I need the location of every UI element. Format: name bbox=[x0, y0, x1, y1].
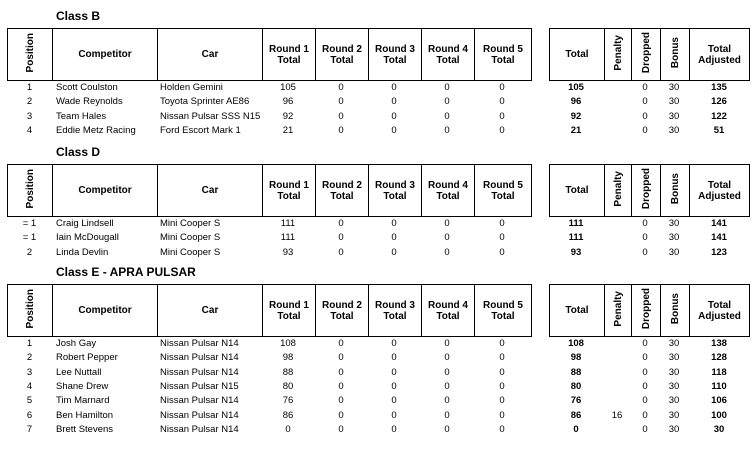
cell-car: Nissan Pulsar N14 bbox=[160, 423, 239, 435]
header-penalty: Penalty bbox=[605, 285, 632, 337]
cell-total-adjusted: 141 bbox=[711, 218, 727, 229]
table-row bbox=[0, 110, 756, 124]
cell-position: 2 bbox=[26, 352, 33, 364]
cell-dropped: 0 bbox=[642, 380, 648, 392]
header-total: Total bbox=[550, 165, 605, 217]
cell-round-3: 0 bbox=[391, 409, 397, 421]
class-title: Class D bbox=[56, 145, 101, 159]
cell-position: 6 bbox=[26, 409, 33, 421]
cell-competitor: Craig Lindsell bbox=[56, 218, 114, 229]
cell-competitor: Wade Reynolds bbox=[56, 96, 123, 108]
cell-competitor: Scott Coulston bbox=[56, 82, 118, 93]
cell-car: Mini Cooper S bbox=[160, 232, 221, 244]
cell-total: 80 bbox=[570, 380, 582, 392]
table-row bbox=[0, 366, 756, 380]
cell-competitor: Iain McDougall bbox=[56, 232, 119, 244]
cell-round-4: 0 bbox=[444, 395, 450, 407]
cell-total: 96 bbox=[570, 96, 582, 108]
cell-round-2: 0 bbox=[338, 338, 344, 349]
table-row bbox=[0, 351, 756, 365]
cell-round-1: 96 bbox=[282, 96, 294, 108]
cell-round-2: 0 bbox=[338, 246, 344, 258]
class-title: Class E - APRA PULSAR bbox=[56, 265, 196, 279]
cell-round-4: 0 bbox=[444, 110, 450, 122]
results-header bbox=[7, 284, 532, 337]
cell-car: Nissan Pulsar N14 bbox=[160, 338, 239, 349]
header-round-2: Round 2 Total bbox=[316, 165, 369, 217]
cell-round-2: 0 bbox=[338, 110, 344, 122]
cell-round-1: 111 bbox=[280, 218, 296, 229]
cell-round-5: 0 bbox=[499, 380, 505, 392]
header-position: Position bbox=[8, 165, 53, 217]
cell-total-adjusted: 141 bbox=[711, 232, 727, 244]
cell-round-4: 0 bbox=[444, 380, 450, 392]
cell-round-3: 0 bbox=[391, 82, 397, 93]
cell-round-4: 0 bbox=[444, 218, 450, 229]
table-row bbox=[0, 124, 756, 138]
cell-round-2: 0 bbox=[338, 218, 344, 229]
table-row bbox=[0, 337, 756, 351]
table-row bbox=[0, 423, 756, 437]
header-total: Total bbox=[550, 285, 605, 337]
cell-total-adjusted: 110 bbox=[711, 380, 727, 392]
cell-total: 111 bbox=[568, 218, 584, 229]
cell-dropped: 0 bbox=[642, 395, 648, 407]
results-header bbox=[7, 164, 532, 217]
cell-total: 111 bbox=[568, 232, 584, 244]
cell-round-1: 21 bbox=[282, 124, 294, 136]
cell-round-1: 80 bbox=[282, 380, 294, 392]
cell-round-5: 0 bbox=[499, 395, 505, 407]
cell-round-3: 0 bbox=[391, 218, 397, 229]
header-dropped: Dropped bbox=[632, 29, 661, 81]
cell-dropped: 0 bbox=[642, 352, 648, 364]
cell-car: Mini Cooper S bbox=[160, 246, 221, 258]
table-row bbox=[0, 380, 756, 394]
header-bonus: Bonus bbox=[661, 29, 690, 81]
header-round-5: Round 5 Total bbox=[475, 285, 532, 337]
cell-round-1: 86 bbox=[282, 409, 294, 421]
header-round-1: Round 1 Total bbox=[263, 165, 316, 217]
cell-penalty: 16 bbox=[611, 409, 623, 421]
header-round-4: Round 4 Total bbox=[422, 285, 475, 337]
cell-position: 4 bbox=[26, 380, 33, 392]
cell-car: Toyota Sprinter AE86 bbox=[160, 96, 250, 108]
table-row bbox=[0, 409, 756, 423]
cell-dropped: 0 bbox=[642, 338, 648, 349]
header-competitor: Competitor bbox=[53, 165, 158, 217]
results-header bbox=[7, 28, 532, 81]
cell-total-adjusted: 128 bbox=[711, 352, 727, 364]
cell-position: 3 bbox=[26, 366, 33, 378]
cell-position: = 1 bbox=[22, 232, 37, 244]
cell-dropped: 0 bbox=[642, 409, 648, 421]
header-round-2: Round 2 Total bbox=[316, 285, 369, 337]
cell-dropped: 0 bbox=[642, 96, 648, 108]
cell-competitor: Shane Drew bbox=[56, 380, 109, 392]
cell-competitor: Tim Marnard bbox=[56, 395, 110, 407]
cell-round-5: 0 bbox=[499, 218, 505, 229]
cell-position: 1 bbox=[26, 82, 33, 93]
cell-total-adjusted: 138 bbox=[711, 338, 727, 349]
table-row bbox=[0, 231, 756, 245]
cell-total: 105 bbox=[568, 82, 584, 93]
cell-competitor: Lee Nuttall bbox=[56, 366, 102, 378]
cell-round-3: 0 bbox=[391, 232, 397, 244]
table-row bbox=[0, 394, 756, 408]
table-row bbox=[0, 81, 756, 95]
cell-round-2: 0 bbox=[338, 409, 344, 421]
cell-total-adjusted: 123 bbox=[711, 246, 727, 258]
cell-bonus: 30 bbox=[668, 232, 680, 244]
cell-round-3: 0 bbox=[391, 366, 397, 378]
cell-round-5: 0 bbox=[499, 423, 505, 435]
cell-round-5: 0 bbox=[499, 124, 505, 136]
cell-round-4: 0 bbox=[444, 338, 450, 349]
cell-round-5: 0 bbox=[499, 366, 505, 378]
cell-total: 86 bbox=[570, 409, 582, 421]
cell-total-adjusted: 118 bbox=[711, 366, 727, 378]
cell-bonus: 30 bbox=[668, 352, 680, 364]
header-round-4: Round 4 Total bbox=[422, 165, 475, 217]
totals-header bbox=[549, 284, 750, 337]
cell-round-2: 0 bbox=[338, 352, 344, 364]
totals-header bbox=[549, 28, 750, 81]
header-competitor: Competitor bbox=[53, 29, 158, 81]
cell-total: 88 bbox=[570, 366, 582, 378]
cell-bonus: 30 bbox=[668, 246, 680, 258]
cell-round-2: 0 bbox=[338, 380, 344, 392]
header-penalty: Penalty bbox=[605, 165, 632, 217]
cell-round-4: 0 bbox=[444, 124, 450, 136]
cell-dropped: 0 bbox=[642, 366, 648, 378]
cell-car: Nissan Pulsar N15 bbox=[160, 380, 239, 392]
header-total-adjusted: Total Adjusted bbox=[690, 165, 750, 217]
cell-round-5: 0 bbox=[499, 110, 505, 122]
cell-round-3: 0 bbox=[391, 338, 397, 349]
cell-competitor: Robert Pepper bbox=[56, 352, 118, 364]
table-row bbox=[0, 217, 756, 231]
header-car: Car bbox=[158, 165, 263, 217]
cell-round-1: 92 bbox=[282, 110, 294, 122]
cell-car: Nissan Pulsar SSS N15 bbox=[160, 110, 261, 122]
cell-round-3: 0 bbox=[391, 423, 397, 435]
header-position: Position bbox=[8, 285, 53, 337]
cell-round-5: 0 bbox=[499, 246, 505, 258]
cell-position: 4 bbox=[26, 124, 33, 136]
header-round-5: Round 5 Total bbox=[475, 165, 532, 217]
cell-total: 93 bbox=[570, 246, 582, 258]
cell-round-2: 0 bbox=[338, 96, 344, 108]
cell-bonus: 30 bbox=[668, 395, 680, 407]
header-total: Total bbox=[550, 29, 605, 81]
cell-bonus: 30 bbox=[668, 423, 680, 435]
cell-car: Mini Cooper S bbox=[160, 218, 221, 229]
cell-bonus: 30 bbox=[668, 82, 680, 93]
cell-total-adjusted: 100 bbox=[711, 409, 727, 421]
cell-round-4: 0 bbox=[444, 246, 450, 258]
cell-position: 5 bbox=[26, 395, 33, 407]
cell-dropped: 0 bbox=[642, 124, 648, 136]
header-position: Position bbox=[8, 29, 53, 81]
header-bonus: Bonus bbox=[661, 285, 690, 337]
header-round-2: Round 2 Total bbox=[316, 29, 369, 81]
cell-bonus: 30 bbox=[668, 124, 680, 136]
cell-round-3: 0 bbox=[391, 352, 397, 364]
cell-round-3: 0 bbox=[391, 246, 397, 258]
header-competitor: Competitor bbox=[53, 285, 158, 337]
cell-total-adjusted: 135 bbox=[711, 82, 727, 93]
cell-round-4: 0 bbox=[444, 232, 450, 244]
header-total-adjusted: Total Adjusted bbox=[690, 285, 750, 337]
header-round-3: Round 3 Total bbox=[369, 285, 422, 337]
cell-dropped: 0 bbox=[642, 246, 648, 258]
cell-round-4: 0 bbox=[444, 96, 450, 108]
header-round-1: Round 1 Total bbox=[263, 285, 316, 337]
cell-bonus: 30 bbox=[668, 409, 680, 421]
cell-round-3: 0 bbox=[391, 380, 397, 392]
cell-competitor: Eddie Metz Racing bbox=[56, 124, 136, 136]
cell-position: 2 bbox=[26, 246, 33, 258]
cell-competitor: Linda Devlin bbox=[56, 246, 109, 258]
header-dropped: Dropped bbox=[632, 165, 661, 217]
header-round-3: Round 3 Total bbox=[369, 165, 422, 217]
cell-round-3: 0 bbox=[391, 124, 397, 136]
cell-total: 76 bbox=[570, 395, 582, 407]
cell-dropped: 0 bbox=[642, 423, 648, 435]
cell-round-5: 0 bbox=[499, 96, 505, 108]
cell-car: Nissan Pulsar N14 bbox=[160, 352, 239, 364]
cell-round-5: 0 bbox=[499, 338, 505, 349]
cell-round-1: 105 bbox=[280, 82, 296, 93]
cell-round-4: 0 bbox=[444, 423, 450, 435]
cell-round-2: 0 bbox=[338, 423, 344, 435]
header-bonus: Bonus bbox=[661, 165, 690, 217]
cell-bonus: 30 bbox=[668, 96, 680, 108]
cell-car: Ford Escort Mark 1 bbox=[160, 124, 241, 136]
cell-competitor: Josh Gay bbox=[56, 338, 97, 349]
cell-round-5: 0 bbox=[499, 232, 505, 244]
cell-round-2: 0 bbox=[338, 366, 344, 378]
cell-total-adjusted: 51 bbox=[713, 124, 725, 136]
cell-round-5: 0 bbox=[499, 82, 505, 93]
totals-header bbox=[549, 164, 750, 217]
cell-total-adjusted: 126 bbox=[711, 96, 727, 108]
cell-position: = 1 bbox=[22, 218, 37, 229]
header-round-1: Round 1 Total bbox=[263, 29, 316, 81]
class-title: Class B bbox=[56, 9, 101, 23]
cell-bonus: 30 bbox=[668, 366, 680, 378]
table-row bbox=[0, 95, 756, 109]
cell-round-1: 108 bbox=[280, 338, 296, 349]
cell-round-1: 76 bbox=[282, 395, 294, 407]
cell-round-1: 0 bbox=[285, 423, 291, 435]
cell-round-3: 0 bbox=[391, 96, 397, 108]
cell-round-1: 111 bbox=[280, 232, 296, 244]
table-row bbox=[0, 246, 756, 260]
cell-round-2: 0 bbox=[338, 395, 344, 407]
header-total-adjusted: Total Adjusted bbox=[690, 29, 750, 81]
cell-round-2: 0 bbox=[338, 82, 344, 93]
cell-position: 7 bbox=[26, 423, 33, 435]
header-round-4: Round 4 Total bbox=[422, 29, 475, 81]
cell-bonus: 30 bbox=[668, 110, 680, 122]
cell-dropped: 0 bbox=[642, 218, 648, 229]
header-penalty: Penalty bbox=[605, 29, 632, 81]
cell-car: Nissan Pulsar N14 bbox=[160, 395, 239, 407]
cell-bonus: 30 bbox=[668, 380, 680, 392]
header-round-3: Round 3 Total bbox=[369, 29, 422, 81]
cell-total: 21 bbox=[570, 124, 582, 136]
cell-competitor: Team Hales bbox=[56, 110, 107, 122]
cell-round-5: 0 bbox=[499, 352, 505, 364]
header-round-5: Round 5 Total bbox=[475, 29, 532, 81]
cell-round-4: 0 bbox=[444, 409, 450, 421]
cell-round-1: 93 bbox=[282, 246, 294, 258]
header-car: Car bbox=[158, 29, 263, 81]
cell-dropped: 0 bbox=[642, 82, 648, 93]
cell-round-4: 0 bbox=[444, 352, 450, 364]
cell-total: 0 bbox=[573, 423, 579, 435]
cell-round-2: 0 bbox=[338, 124, 344, 136]
cell-position: 3 bbox=[26, 110, 33, 122]
header-car: Car bbox=[158, 285, 263, 337]
cell-competitor: Brett Stevens bbox=[56, 423, 114, 435]
cell-round-3: 0 bbox=[391, 395, 397, 407]
cell-round-2: 0 bbox=[338, 232, 344, 244]
cell-round-5: 0 bbox=[499, 409, 505, 421]
cell-position: 1 bbox=[26, 338, 33, 349]
cell-total: 98 bbox=[570, 352, 582, 364]
cell-bonus: 30 bbox=[668, 218, 680, 229]
cell-competitor: Ben Hamilton bbox=[56, 409, 114, 421]
cell-total: 108 bbox=[568, 338, 584, 349]
cell-round-1: 98 bbox=[282, 352, 294, 364]
cell-bonus: 30 bbox=[668, 338, 680, 349]
cell-car: Nissan Pulsar N14 bbox=[160, 366, 239, 378]
cell-total-adjusted: 122 bbox=[711, 110, 727, 122]
header-dropped: Dropped bbox=[632, 285, 661, 337]
cell-position: 2 bbox=[26, 96, 33, 108]
cell-round-1: 88 bbox=[282, 366, 294, 378]
cell-car: Nissan Pulsar N14 bbox=[160, 409, 239, 421]
cell-round-4: 0 bbox=[444, 82, 450, 93]
cell-total-adjusted: 106 bbox=[711, 395, 727, 407]
cell-total: 92 bbox=[570, 110, 582, 122]
cell-total-adjusted: 30 bbox=[713, 423, 725, 435]
cell-round-4: 0 bbox=[444, 366, 450, 378]
cell-car: Holden Gemini bbox=[160, 82, 223, 93]
cell-round-3: 0 bbox=[391, 110, 397, 122]
cell-dropped: 0 bbox=[642, 110, 648, 122]
cell-dropped: 0 bbox=[642, 232, 648, 244]
